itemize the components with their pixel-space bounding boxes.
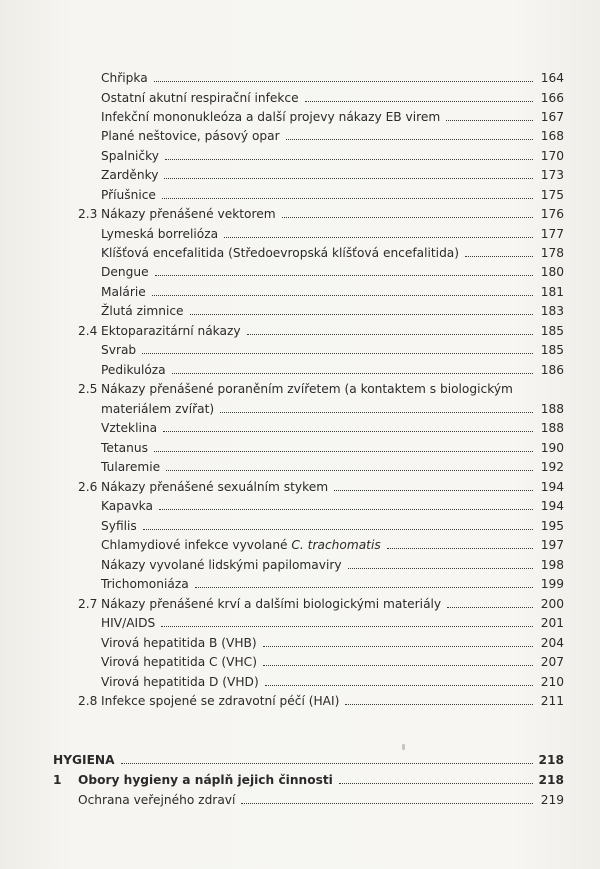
toc-entry-title: Chlamydiové infekce vyvolané C. trachomatis <box>101 538 381 552</box>
toc-part-page: 218 <box>538 753 564 767</box>
toc-entry-title: Infekce spojené se zdravotní péčí (HAI) <box>101 694 340 708</box>
toc-entry-page: 186 <box>540 363 564 377</box>
toc-entry-page: 210 <box>540 675 564 689</box>
toc-entry-page: 204 <box>540 636 564 650</box>
toc-entry-title: Nákazy přenášené poraněním zvířetem (a kontaktem s biologickým <box>101 382 513 396</box>
toc-entry[interactable] <box>0 634 600 653</box>
toc-entry[interactable] <box>0 89 600 108</box>
leader-dots <box>162 186 533 199</box>
toc-entry-page: 194 <box>540 480 564 494</box>
toc-entry[interactable] <box>0 341 600 360</box>
toc-entry[interactable] <box>0 69 600 88</box>
leader-dots <box>161 614 533 627</box>
toc-section[interactable] <box>0 205 600 224</box>
toc-entry-title: Ostatní akutní respirační infekce <box>101 91 299 105</box>
toc-entry[interactable] <box>0 283 600 302</box>
toc-entry[interactable] <box>0 302 600 321</box>
leader-dots <box>220 400 533 413</box>
toc-entry-page: 185 <box>540 324 564 338</box>
toc-entry[interactable] <box>0 458 600 477</box>
leader-dots <box>165 147 533 160</box>
toc-entry-title: Spalničky <box>101 149 159 163</box>
toc-entry-title: Dengue <box>101 265 149 279</box>
toc-entry-page: 175 <box>540 188 564 202</box>
toc-entry-page: 173 <box>540 168 564 182</box>
toc-entry[interactable] <box>0 263 600 282</box>
toc-entry-title: HIV/AIDS <box>101 616 156 630</box>
toc-entry[interactable] <box>0 225 600 244</box>
toc-entry-page: 199 <box>540 577 564 591</box>
toc-section-number: 2.6 <box>78 480 98 494</box>
toc-section-number: 2.5 <box>78 382 98 396</box>
toc-part-heading[interactable] <box>0 751 600 770</box>
leader-dots <box>339 771 533 784</box>
toc-chapter-number: 1 <box>53 773 62 787</box>
toc-entry[interactable] <box>0 517 600 536</box>
leader-dots <box>465 244 533 257</box>
toc-entry[interactable] <box>0 166 600 185</box>
toc-section[interactable] <box>0 322 600 341</box>
toc-entry-title-italic: C. trachomatis <box>291 538 381 552</box>
leader-dots <box>282 205 533 218</box>
toc-chapter-heading[interactable] <box>0 771 600 790</box>
toc-section[interactable] <box>0 595 600 614</box>
leader-dots <box>195 575 533 588</box>
toc-entry-page: 177 <box>540 227 564 241</box>
toc-entry[interactable] <box>0 497 600 516</box>
toc-entry[interactable] <box>0 400 600 419</box>
toc-entry-title: Ochrana veřejného zdraví <box>78 793 236 807</box>
toc-entry-page: 200 <box>540 597 564 611</box>
toc-entry[interactable] <box>0 127 600 146</box>
leader-dots <box>345 692 533 705</box>
toc-entry[interactable] <box>0 614 600 633</box>
leader-dots <box>265 673 533 686</box>
toc-entry-title: Nákazy přenášené vektorem <box>101 207 276 221</box>
toc-entry-page: 195 <box>540 519 564 533</box>
leader-dots <box>247 322 533 335</box>
toc-section-number: 2.4 <box>78 324 98 338</box>
leader-dots <box>159 497 533 510</box>
toc-section-number: 2.3 <box>78 207 98 221</box>
leader-dots <box>142 341 533 354</box>
leader-dots <box>263 653 533 666</box>
toc-entry-title: Virová hepatitida B (VHB) <box>101 636 257 650</box>
toc-chapter-title: Obory hygieny a náplň jejich činnosti <box>78 773 333 787</box>
toc-entry-title: Vzteklina <box>101 421 158 435</box>
leader-dots <box>224 225 533 238</box>
leader-dots <box>172 361 533 374</box>
leader-dots <box>154 439 533 452</box>
toc-entry-title: Trichomoniáza <box>101 577 189 591</box>
leader-dots <box>190 302 533 315</box>
toc-section[interactable] <box>0 692 600 711</box>
toc-entry-title: Plané neštovice, pásový opar <box>101 129 280 143</box>
toc-entry-page: 181 <box>540 285 564 299</box>
toc-entry-page: 190 <box>540 441 564 455</box>
leader-dots <box>164 166 533 179</box>
toc-entry-title: Virová hepatitida C (VHC) <box>101 655 257 669</box>
toc-chapter-page: 218 <box>538 773 564 787</box>
leader-dots <box>334 478 533 491</box>
toc-entry-title: Tularemie <box>101 460 161 474</box>
leader-dots <box>348 556 533 569</box>
toc-entry-page: 180 <box>540 265 564 279</box>
toc-entry[interactable] <box>0 791 600 810</box>
leader-dots <box>163 419 533 432</box>
toc-entry-title: Žlutá zimnice <box>101 304 184 318</box>
toc-entry-title: Infekční mononukleóza a další projevy nákazy EB virem <box>101 110 441 124</box>
toc-entry-page: 219 <box>540 793 564 807</box>
leader-dots <box>155 263 533 276</box>
leader-dots <box>166 458 533 471</box>
toc-entry-page: 176 <box>540 207 564 221</box>
toc-section[interactable] <box>0 478 600 497</box>
toc-entry-title: Kapavka <box>101 499 153 513</box>
toc-entry[interactable] <box>0 244 600 263</box>
toc-entry-title: Nákazy přenášené krví a dalšími biologickými materiály <box>101 597 442 611</box>
paper-speck <box>402 744 405 750</box>
toc-entry[interactable] <box>0 147 600 166</box>
toc-entry-title: Nákazy vyvolané lidskými papilomaviry <box>101 558 342 572</box>
leader-dots <box>286 127 533 140</box>
toc-entry[interactable] <box>0 536 600 555</box>
toc-entry[interactable] <box>0 556 600 575</box>
toc-entry-title: Klíšťová encefalitida (Středoevropská klíšťová encefalitida) <box>101 246 460 260</box>
toc-entry-page: 211 <box>540 694 564 708</box>
toc-entry-page: 178 <box>540 246 564 260</box>
toc-entry-page: 188 <box>540 421 564 435</box>
toc-entry-page: 198 <box>540 558 564 572</box>
toc-entry-title: Lymeská borrelióza <box>101 227 219 241</box>
toc-entry-title: Tetanus <box>101 441 148 455</box>
toc-entry-page: 183 <box>540 304 564 318</box>
toc-part-title: HYGIENA <box>53 753 115 767</box>
toc-section[interactable] <box>0 380 600 399</box>
toc-entry-page: 194 <box>540 499 564 513</box>
toc-entry-title: Zarděnky <box>101 168 159 182</box>
toc-entry-page: 168 <box>540 129 564 143</box>
leader-dots <box>121 751 533 764</box>
toc-section-number: 2.8 <box>78 694 98 708</box>
toc-entry-title: Chřipka <box>101 71 148 85</box>
toc-entry-page: 166 <box>540 91 564 105</box>
toc-entry-page: 192 <box>540 460 564 474</box>
toc-entry-title: Ektoparazitární nákazy <box>101 324 241 338</box>
leader-dots <box>446 108 533 121</box>
toc-entry-title: Pedikulóza <box>101 363 166 377</box>
toc-entry-title: Syfilis <box>101 519 137 533</box>
leader-dots <box>305 89 533 102</box>
toc-entry-title: Malárie <box>101 285 146 299</box>
toc-entry[interactable] <box>0 108 600 127</box>
toc-entry-page: 185 <box>540 343 564 357</box>
toc-entry-page: 164 <box>540 71 564 85</box>
leader-dots <box>154 69 533 82</box>
toc-entry-page: 201 <box>540 616 564 630</box>
toc-entry[interactable] <box>0 186 600 205</box>
toc-entry-page: 188 <box>540 402 564 416</box>
toc-entry-title: Svrab <box>101 343 137 357</box>
toc-entry-title: Virová hepatitida D (VHD) <box>101 675 259 689</box>
toc-entry[interactable] <box>0 439 600 458</box>
toc-entry-page: 207 <box>540 655 564 669</box>
toc-entry[interactable] <box>0 673 600 692</box>
leader-dots <box>387 536 533 549</box>
toc-entry[interactable] <box>0 575 600 594</box>
leader-dots <box>241 791 533 804</box>
toc-entry[interactable] <box>0 361 600 380</box>
toc-entry-page: 167 <box>540 110 564 124</box>
toc-entry-title: materiálem zvířat) <box>101 402 215 416</box>
toc-section-number: 2.7 <box>78 597 98 611</box>
toc-entry-title: Příušnice <box>101 188 156 202</box>
toc-entry[interactable] <box>0 419 600 438</box>
toc-entry-page: 170 <box>540 149 564 163</box>
leader-dots <box>447 595 533 608</box>
toc-entry-title: Nákazy přenášené sexuálním stykem <box>101 480 329 494</box>
toc-entry[interactable] <box>0 653 600 672</box>
leader-dots <box>143 517 533 530</box>
toc-entry-page: 197 <box>540 538 564 552</box>
leader-dots <box>263 634 533 647</box>
leader-dots <box>152 283 533 296</box>
